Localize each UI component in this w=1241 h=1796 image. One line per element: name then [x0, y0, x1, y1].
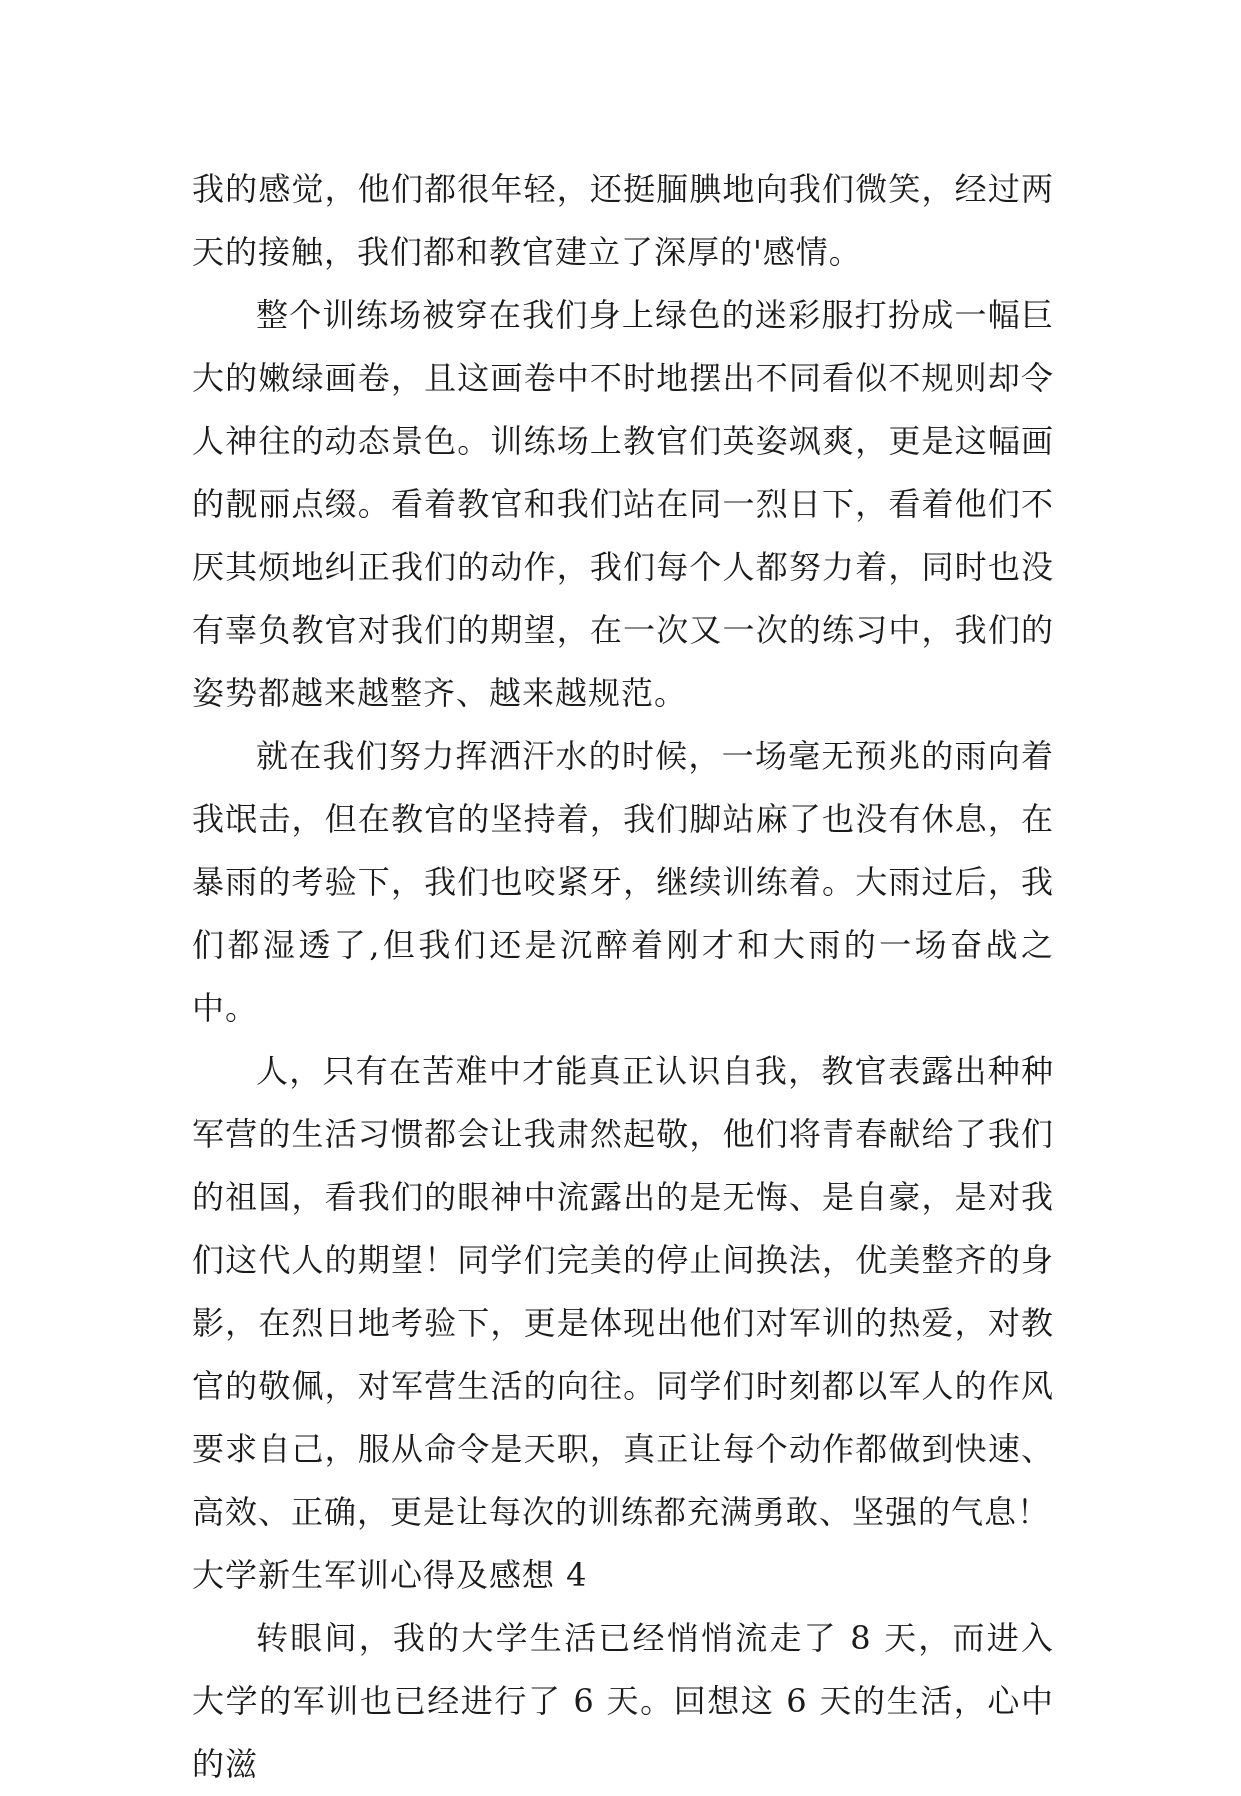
section-heading: 大学新生军训心得及感想 4: [192, 1556, 588, 1594]
paragraph-3: 就在我们努力挥洒汗水的时候，一场毫无预兆的雨向着我氓击，但在教官的坚持着，我们脚站麻了也没有休息，在暴雨的考验下，我们也咬紧牙，继续训练着。大雨过后，我们都湿透了,但我们还是沉醉着刚才和大雨的一场奋战之中。: [192, 737, 1054, 1027]
paragraph-4: 人，只有在苦难中才能真正认识自我，教官表露出种种军营的生活习惯都会让我肃然起敬，他们将青春献给了我们的祖国，看我们的眼神中流露出的是无悔、是自豪，是对我们这代人的期望！同学们完美的停止间换法，优美整齐的身影，在烈日地考验下，更是体现出他们对军训的热爱，对教官的敬佩，对军营生活的向往。同学们时刻都以军人的作风要求自己，服从命令是天职，真正让每个动作都做到快速、高效、正确，更是让每次的训练都充满勇敢、坚强的气息！: [192, 1052, 1054, 1531]
document-body: [192, 158, 1054, 1796]
paragraph-1: 我的感觉，他们都很年轻，还挺腼腆地向我们微笑，经过两天的接触，我们都和教官建立了深厚的'感情。: [192, 170, 1054, 271]
paragraph-5: 转眼间，我的大学生活已经悄悄流走了 8 天，而进入大学的军训也已经进行了 6 天。回想这 6 天的生活，心中的滋: [192, 1619, 1054, 1783]
paragraph-2: 整个训练场被穿在我们身上绿色的迷彩服打扮成一幅巨大的嫩绿画卷，且这画卷中不时地摆出不同看似不规则却令人神往的动态景色。训练场上教官们英姿飒爽，更是这幅画的靓丽点缀。看着教官和我们站在同一烈日下，看着他们不厌其烦地纠正我们的动作，我们每个人都努力着，同时也没有辜负教官对我们的期望，在一次又一次的练习中，我们的姿势都越来越整齐、越来越规范。: [192, 296, 1054, 712]
